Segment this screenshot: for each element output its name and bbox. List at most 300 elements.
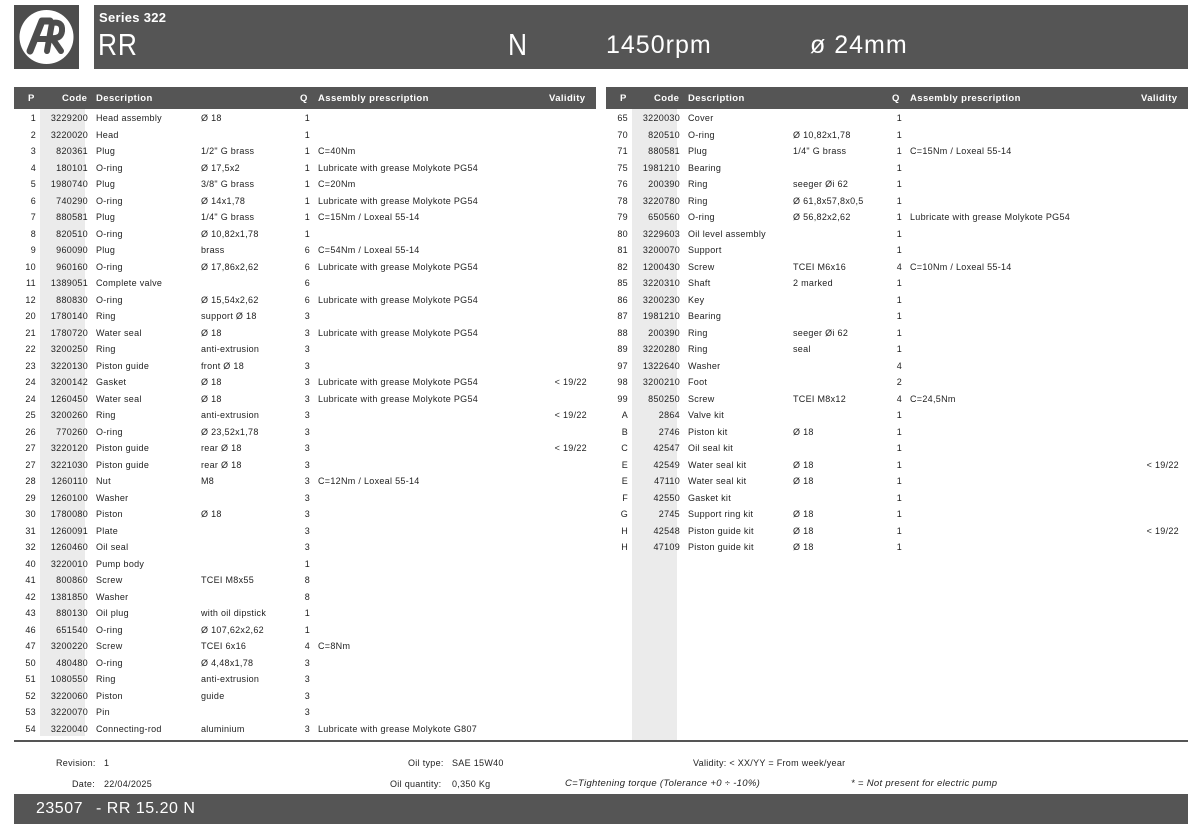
table-row: [14, 571, 596, 588]
brand-logo: [14, 5, 79, 69]
assembly-prescription: C=40Nm: [318, 146, 356, 156]
part-spec: anti-extrusion: [201, 674, 260, 684]
part-quantity: 3: [304, 657, 310, 668]
revision-label: Revision:: [56, 758, 96, 768]
part-quantity: 1: [896, 228, 902, 239]
part-position: 87: [617, 311, 628, 321]
part-description: Piston guide: [96, 443, 150, 453]
part-position: 70: [617, 129, 628, 140]
footer-divider: [14, 740, 1188, 742]
part-quantity: 1: [896, 426, 902, 437]
part-spec: anti-extrusion: [201, 344, 260, 354]
part-position: 43: [25, 608, 36, 618]
part-quantity: 1: [304, 179, 310, 189]
part-position: 50: [25, 657, 36, 668]
part-quantity: 3: [304, 327, 310, 338]
part-spec: Ø 18: [201, 509, 222, 519]
part-quantity: 1: [896, 459, 902, 470]
col-validity: Validity: [549, 93, 586, 104]
table-row: [606, 357, 1188, 374]
part-position: 40: [25, 558, 36, 569]
part-quantity: 3: [304, 410, 310, 420]
part-spec: TCEI 6x16: [201, 641, 247, 651]
table-row: [14, 307, 596, 324]
part-code: 820361: [56, 146, 88, 156]
part-code: 1322640: [642, 360, 680, 371]
part-code: 3220130: [50, 360, 88, 371]
part-code: 3200260: [50, 410, 88, 420]
part-spec: anti-extrusion: [201, 410, 260, 420]
part-code: 3220020: [50, 129, 88, 140]
part-description: Plate: [96, 525, 119, 536]
table-row: [14, 241, 596, 258]
part-description: O-ring: [96, 624, 123, 635]
table-row: [606, 258, 1188, 275]
table-row: [14, 109, 596, 126]
part-code: 1080550: [50, 674, 88, 684]
part-spec: M8: [201, 476, 215, 486]
table-row: [14, 142, 596, 159]
part-description: Cover: [688, 113, 714, 123]
table-row: [606, 406, 1188, 423]
table-row: [606, 208, 1188, 225]
part-code: 3229603: [642, 228, 680, 239]
part-description: Plug: [688, 146, 708, 156]
part-quantity: 1: [896, 294, 902, 305]
table-header: [606, 87, 1188, 109]
electric-pump-note: * = Not present for electric pump: [851, 778, 998, 789]
part-description: Piston: [96, 509, 123, 519]
part-description: O-ring: [688, 212, 715, 222]
part-quantity: 6: [304, 278, 310, 288]
part-quantity: 1: [896, 162, 902, 173]
part-spec: Ø 17,5x2: [201, 162, 240, 173]
part-spec: Ø 18: [201, 377, 222, 387]
part-description: Screw: [688, 393, 715, 404]
spec-rpm: 1450rpm: [606, 31, 712, 59]
table-row: [606, 489, 1188, 506]
part-position: 51: [25, 674, 36, 684]
part-code: 800860: [56, 575, 88, 585]
part-spec: seeger Øi 62: [793, 327, 849, 338]
part-quantity: 1: [304, 146, 310, 156]
part-spec: Ø 61,8x57,8x0,5: [793, 195, 864, 206]
part-code: 3220060: [50, 690, 88, 701]
part-spec: 1/4" G brass: [201, 212, 255, 222]
table-row: [606, 390, 1188, 407]
part-code: 880830: [56, 294, 88, 305]
part-code: 42550: [653, 492, 680, 503]
part-quantity: 3: [304, 344, 310, 354]
assembly-prescription: Lubricate with grease Molykote PG54: [318, 162, 479, 173]
table-row: [606, 307, 1188, 324]
part-code: 2746: [658, 426, 680, 437]
table-row: [14, 274, 596, 291]
part-description: Ring: [96, 344, 116, 354]
part-description: Water seal kit: [688, 476, 747, 486]
part-code: 880581: [648, 146, 680, 156]
col-assembly: Assembly prescription: [318, 93, 429, 104]
title-bar: [94, 5, 1188, 69]
part-description: Piston guide: [96, 360, 150, 371]
part-position: 97: [617, 360, 628, 371]
part-position: 3: [30, 146, 36, 156]
table-row: [14, 489, 596, 506]
spec-diameter: ø 24mm: [810, 31, 908, 59]
document-number: 23507: [36, 800, 83, 817]
part-quantity: 3: [304, 459, 310, 470]
spec-n: N: [508, 27, 528, 62]
col-p: P: [620, 93, 627, 104]
part-description: Screw: [96, 575, 123, 585]
part-position: 6: [30, 195, 36, 206]
part-quantity: 3: [304, 443, 310, 453]
part-quantity: 1: [896, 327, 902, 338]
oil-quantity-value: 0,350 Kg: [452, 779, 491, 789]
part-code: 42548: [653, 525, 680, 536]
table-row: [606, 225, 1188, 242]
part-quantity: 3: [304, 509, 310, 519]
part-position: 98: [617, 377, 628, 387]
part-position: F: [622, 492, 628, 503]
part-position: 25: [25, 410, 36, 420]
part-description: Screw: [688, 261, 715, 272]
part-spec: TCEI M6x16: [793, 261, 847, 272]
part-quantity: 3: [304, 426, 310, 437]
table-row: [14, 390, 596, 407]
part-spec: 2 marked: [793, 278, 833, 288]
part-position: 65: [617, 113, 628, 123]
part-position: 10: [25, 261, 36, 272]
part-spec: Ø 4,48x1,78: [201, 657, 254, 668]
part-code: 3221030: [50, 459, 88, 470]
part-code: 3229200: [50, 113, 88, 123]
table-row: [14, 225, 596, 242]
part-spec: TCEI M8x12: [793, 393, 847, 404]
part-spec: Ø 14x1,78: [201, 195, 246, 206]
parts-table-right: [606, 87, 1188, 555]
part-position: 81: [617, 245, 628, 255]
part-quantity: 4: [896, 261, 902, 272]
table-row: [606, 522, 1188, 539]
part-description: Valve kit: [688, 410, 725, 420]
part-spec: Ø 107,62x2,62: [201, 624, 264, 635]
table-row: [606, 456, 1188, 473]
part-position: 46: [25, 624, 36, 635]
part-description: O-ring: [96, 228, 123, 239]
part-code: 1200430: [642, 261, 680, 272]
table-row: [14, 588, 596, 605]
table-row: [14, 357, 596, 374]
part-quantity: 3: [304, 393, 310, 404]
table-row: [14, 670, 596, 687]
part-position: 99: [617, 393, 628, 404]
part-quantity: 1: [896, 542, 902, 552]
table-row: [14, 621, 596, 638]
part-quantity: 1: [304, 113, 310, 123]
part-code: 3200230: [642, 294, 680, 305]
part-description: Ring: [688, 179, 708, 189]
part-code: 42549: [653, 459, 680, 470]
part-spec: seal: [793, 344, 811, 354]
col-q: Q: [300, 93, 308, 104]
part-code: 47110: [654, 476, 680, 486]
part-quantity: 2: [896, 377, 902, 387]
part-position: H: [621, 542, 628, 552]
part-position: 41: [25, 575, 36, 585]
part-description: Water seal: [96, 393, 142, 404]
part-position: 82: [617, 261, 628, 272]
part-quantity: 3: [304, 723, 310, 734]
document-title: - RR 15.20 N: [96, 800, 196, 817]
part-description: O-ring: [96, 426, 123, 437]
table-row: [606, 241, 1188, 258]
part-description: Pump body: [96, 558, 145, 569]
table-row: [14, 654, 596, 671]
table-row: [14, 192, 596, 209]
assembly-prescription: Lubricate with grease Molykote PG54: [318, 393, 479, 404]
part-position: 1: [30, 113, 36, 123]
part-quantity: 1: [304, 129, 310, 140]
part-code: 3200210: [642, 377, 680, 387]
validity-note: Validity: < XX/YY = From week/year: [693, 758, 846, 768]
part-position: E: [621, 459, 628, 470]
part-description: Ring: [688, 344, 708, 354]
table-row: [14, 538, 596, 555]
part-code: 3220120: [50, 443, 88, 453]
part-validity: < 19/22: [1146, 459, 1179, 470]
part-quantity: 4: [896, 393, 902, 404]
part-description: Gasket: [96, 377, 127, 387]
assembly-prescription: C=20Nm: [318, 179, 356, 189]
part-code: 3220070: [50, 707, 88, 717]
part-quantity: 3: [304, 377, 310, 387]
table-row: [14, 637, 596, 654]
assembly-prescription: C=15Nm / Loxeal 55-14: [910, 146, 1012, 156]
part-description: Oil plug: [96, 608, 129, 618]
part-code: 820510: [56, 228, 88, 239]
oil-quantity-label: Oil quantity:: [390, 779, 442, 789]
torque-note: C=Tightening torque (Tolerance +0 ÷ -10%): [565, 778, 761, 789]
part-description: Ring: [96, 311, 116, 321]
part-position: 86: [617, 294, 628, 305]
part-position: 7: [30, 212, 36, 222]
part-description: O-ring: [96, 195, 123, 206]
table-row: [606, 109, 1188, 126]
part-position: 26: [25, 426, 36, 437]
part-description: Piston guide: [96, 459, 150, 470]
part-description: Piston kit: [688, 426, 728, 437]
part-code: 880130: [56, 608, 88, 618]
part-position: 80: [617, 228, 628, 239]
part-description: Nut: [96, 476, 111, 486]
part-position: 31: [25, 525, 36, 536]
part-description: Ring: [688, 327, 708, 338]
part-spec: Ø 18: [201, 327, 222, 338]
part-spec: Ø 17,86x2,62: [201, 261, 259, 272]
table-body: [606, 109, 1188, 555]
part-description: Oil seal kit: [688, 443, 734, 453]
part-description: Gasket kit: [688, 492, 732, 503]
part-spec: Ø 18: [793, 476, 814, 486]
part-description: Plug: [96, 179, 116, 189]
part-code: 3200142: [50, 377, 88, 387]
part-code: 1981210: [642, 162, 680, 173]
part-quantity: 1: [896, 245, 902, 255]
part-code: 3220040: [50, 723, 88, 734]
part-description: Shaft: [688, 278, 711, 288]
col-assembly: Assembly prescription: [910, 93, 1021, 104]
part-quantity: 3: [304, 525, 310, 536]
part-description: Water seal: [96, 327, 142, 338]
part-description: Ring: [96, 674, 116, 684]
part-position: 79: [617, 212, 628, 222]
part-position: 32: [25, 542, 36, 552]
part-quantity: 1: [896, 410, 902, 420]
part-code: 3200070: [642, 245, 680, 255]
part-spec: 1/2" G brass: [201, 146, 255, 156]
part-quantity: 1: [896, 525, 902, 536]
part-description: Oil seal: [96, 542, 129, 552]
part-quantity: 3: [304, 360, 310, 371]
table-row: [14, 522, 596, 539]
part-description: Plug: [96, 146, 116, 156]
part-quantity: 1: [304, 228, 310, 239]
part-validity: < 19/22: [554, 377, 587, 387]
part-code: 3220280: [642, 344, 680, 354]
part-position: 78: [617, 195, 628, 206]
part-position: 21: [25, 327, 36, 338]
part-quantity: 6: [304, 294, 310, 305]
part-position: A: [621, 410, 628, 420]
series-label: Series 322: [99, 10, 167, 25]
table-row: [14, 373, 596, 390]
table-row: [606, 472, 1188, 489]
part-quantity: 1: [896, 195, 902, 206]
part-description: Oil level assembly: [688, 228, 766, 239]
part-description: Washer: [688, 360, 721, 371]
part-spec: TCEI M8x55: [201, 575, 255, 585]
part-position: C: [621, 443, 628, 453]
part-quantity: 1: [896, 113, 902, 123]
part-spec: Ø 18: [793, 426, 814, 437]
part-spec: rear Ø 18: [201, 443, 242, 453]
table-row: [606, 159, 1188, 176]
part-code: 1780080: [50, 509, 88, 519]
part-description: Complete valve: [96, 278, 163, 288]
assembly-prescription: Lubricate with grease Molykote PG54: [318, 294, 479, 305]
part-description: O-ring: [96, 294, 123, 305]
part-position: 29: [25, 492, 36, 503]
assembly-prescription: Lubricate with grease Molykote PG54: [910, 212, 1071, 222]
part-description: Piston guide kit: [688, 525, 754, 536]
part-code: 1389051: [50, 278, 88, 288]
part-description: Head: [96, 129, 119, 140]
part-quantity: 3: [304, 690, 310, 701]
part-quantity: 1: [304, 212, 310, 222]
part-quantity: 1: [896, 311, 902, 321]
part-quantity: 1: [896, 212, 902, 222]
model-title: RR: [98, 27, 138, 62]
part-position: 47: [25, 641, 36, 651]
part-description: O-ring: [96, 162, 123, 173]
col-q: Q: [892, 93, 900, 104]
part-spec: guide: [201, 690, 225, 701]
table-row: [14, 291, 596, 308]
part-spec: Ø 18: [201, 393, 222, 404]
table-row: [606, 274, 1188, 291]
assembly-prescription: C=24,5Nm: [910, 393, 956, 404]
part-code: 42547: [653, 443, 680, 453]
part-validity: < 19/22: [554, 410, 587, 420]
part-description: Screw: [96, 641, 123, 651]
part-spec: rear Ø 18: [201, 459, 242, 470]
part-code: 960090: [56, 245, 88, 255]
part-position: 4: [30, 162, 36, 173]
part-code: 1260100: [50, 492, 88, 503]
table-row: [14, 208, 596, 225]
part-code: 1980740: [50, 179, 88, 189]
part-quantity: 1: [896, 443, 902, 453]
col-code: Code: [654, 93, 680, 104]
part-quantity: 1: [896, 129, 902, 140]
part-position: 12: [25, 294, 36, 305]
part-code: 180101: [56, 162, 88, 173]
revision-value: 1: [104, 758, 110, 768]
part-quantity: 1: [896, 476, 902, 486]
part-quantity: 3: [304, 311, 310, 321]
part-code: 820510: [648, 129, 680, 140]
part-quantity: 3: [304, 707, 310, 717]
col-description: Description: [688, 93, 745, 104]
part-code: 3200220: [50, 641, 88, 651]
part-position: 5: [30, 179, 36, 189]
table-row: [606, 538, 1188, 555]
assembly-prescription: Lubricate with grease Molykote G807: [318, 723, 478, 734]
table-row: [14, 258, 596, 275]
part-quantity: 1: [304, 558, 310, 569]
part-spec: with oil dipstick: [201, 608, 267, 618]
part-position: 53: [25, 707, 36, 717]
part-spec: front Ø 18: [201, 360, 245, 371]
col-description: Description: [96, 93, 153, 104]
part-code: 770260: [56, 426, 88, 437]
part-position: 71: [617, 146, 628, 156]
part-position: 75: [617, 162, 628, 173]
part-quantity: 1: [304, 608, 310, 618]
part-position: 20: [25, 311, 36, 321]
part-code: 1981210: [642, 311, 680, 321]
part-code: 850250: [648, 393, 680, 404]
table-body: [14, 109, 596, 736]
assembly-prescription: Lubricate with grease Molykote PG54: [318, 377, 479, 387]
part-position: 8: [30, 228, 36, 239]
part-description: Bearing: [688, 311, 722, 321]
table-row: [606, 291, 1188, 308]
part-spec: brass: [201, 245, 225, 255]
table-row: [14, 604, 596, 621]
table-row: [14, 439, 596, 456]
part-description: O-ring: [688, 129, 715, 140]
part-quantity: 8: [304, 591, 310, 602]
part-quantity: 1: [896, 492, 902, 503]
part-spec: Ø 10,82x1,78: [201, 228, 259, 239]
part-position: 27: [25, 459, 36, 470]
assembly-prescription: C=12Nm / Loxeal 55-14: [318, 476, 420, 486]
part-spec: Ø 18: [793, 459, 814, 470]
part-quantity: 1: [896, 179, 902, 189]
part-quantity: 6: [304, 261, 310, 272]
